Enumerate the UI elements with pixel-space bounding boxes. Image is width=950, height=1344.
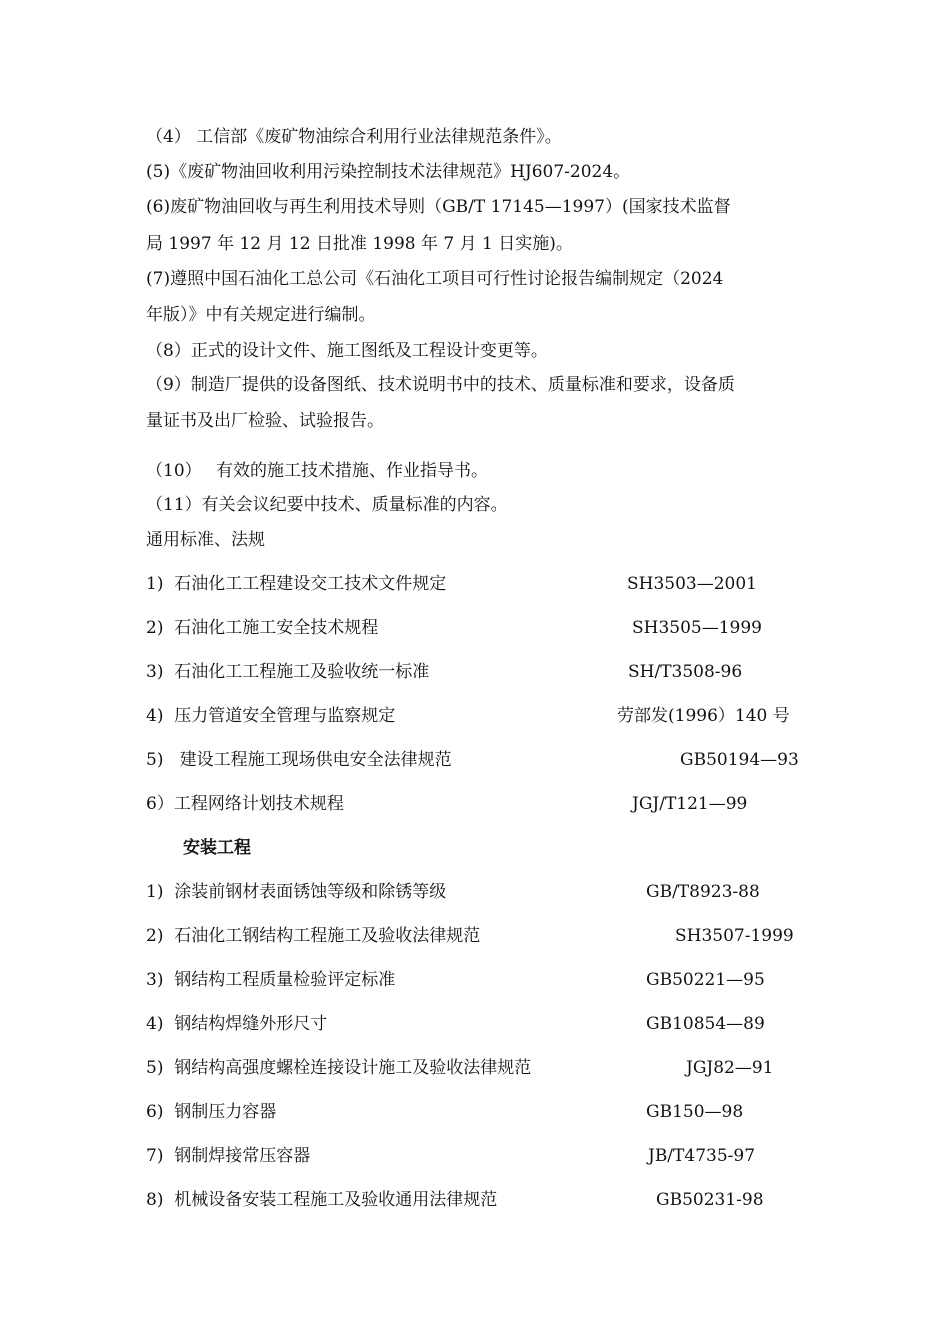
standard-code: GB50231-98 <box>656 1190 764 1210</box>
standard-code: SH3507-1999 <box>675 926 794 946</box>
standard-name: 5) 钢结构高强度螺栓连接设计施工及验收法律规范 <box>146 1058 532 1078</box>
standard-code: GB50221—95 <box>646 970 765 990</box>
standard-code: JGJ/T121—99 <box>632 794 748 814</box>
standard-name: 4) 压力管道安全管理与监察规定 <box>146 706 396 726</box>
standard-name: 5) 建设工程施工现场供电安全法律规范 <box>146 750 452 770</box>
standard-code: 劳部发(1996）140 号 <box>617 706 790 726</box>
reference-item-9-line-1: （9）制造厂提供的设备图纸、技术说明书中的技术、质量标准和要求，设备质 <box>146 375 735 395</box>
standard-name: 3) 钢结构工程质量检验评定标准 <box>146 970 396 990</box>
standard-name: 8) 机械设备安装工程施工及验收通用法律规范 <box>146 1190 498 1210</box>
standard-name: 4) 钢结构焊缝外形尺寸 <box>146 1014 328 1034</box>
installation-heading: 安装工程 <box>183 838 251 858</box>
standard-code: GB50194—93 <box>680 750 799 770</box>
reference-item-11: （11）有关会议纪要中技术、质量标准的内容。 <box>146 495 508 515</box>
reference-item-9-line-2: 量证书及出厂检验、试验报告。 <box>146 411 384 431</box>
reference-item-6-line-2: 局 1997 年 12 月 12 日批准 1998 年 7 月 1 日实施)。 <box>146 234 573 254</box>
standard-name: 6) 钢制压力容器 <box>146 1102 277 1122</box>
standard-code: SH3503—2001 <box>627 574 757 594</box>
standard-code: GB150—98 <box>646 1102 744 1122</box>
standard-name: 6）工程网络计划技术规程 <box>146 794 344 814</box>
reference-item-7-line-2: 年版）》中有关规定进行编制。 <box>146 305 376 325</box>
standard-code: JGJ82—91 <box>686 1058 774 1078</box>
standard-code: GB10854—89 <box>646 1014 765 1034</box>
standard-name: 1) 石油化工工程建设交工技术文件规定 <box>146 574 447 594</box>
standard-code: JB/T4735-97 <box>648 1146 756 1166</box>
reference-item-10-text: 有效的施工技术措施、作业指导书。 <box>216 461 488 481</box>
reference-item-5: (5)《废矿物油回收利用污染控制技术法律规范》HJ607-2024。 <box>146 162 631 182</box>
reference-item-8: （8）正式的设计文件、施工图纸及工程设计变更等。 <box>146 341 548 361</box>
reference-item-6-line-1: (6)废矿物油回收与再生利用技术导则（GB/T 17145—1997）(国家技术监督 <box>146 197 731 217</box>
standard-name: 2) 石油化工施工安全技术规程 <box>146 618 379 638</box>
standard-name: 3) 石油化工工程施工及验收统一标准 <box>146 662 430 682</box>
reference-item-10-number: （10） <box>146 461 202 481</box>
standard-code: GB/T8923-88 <box>646 882 760 902</box>
standard-name: 2) 石油化工钢结构工程施工及验收法律规范 <box>146 926 481 946</box>
standard-code: SH3505—1999 <box>632 618 762 638</box>
reference-item-7-line-1: (7)遵照中国石油化工总公司《石油化工项目可行性讨论报告编制规定（2024 <box>146 269 724 289</box>
general-standards-heading: 通用标准、法规 <box>146 530 265 550</box>
standard-code: SH/T3508-96 <box>628 662 743 682</box>
reference-item-4: （4） 工信部《废矿物油综合利用行业法律规范条件》。 <box>146 127 562 147</box>
standard-name: 1) 涂装前钢材表面锈蚀等级和除锈等级 <box>146 882 447 902</box>
standard-name: 7) 钢制焊接常压容器 <box>146 1146 311 1166</box>
